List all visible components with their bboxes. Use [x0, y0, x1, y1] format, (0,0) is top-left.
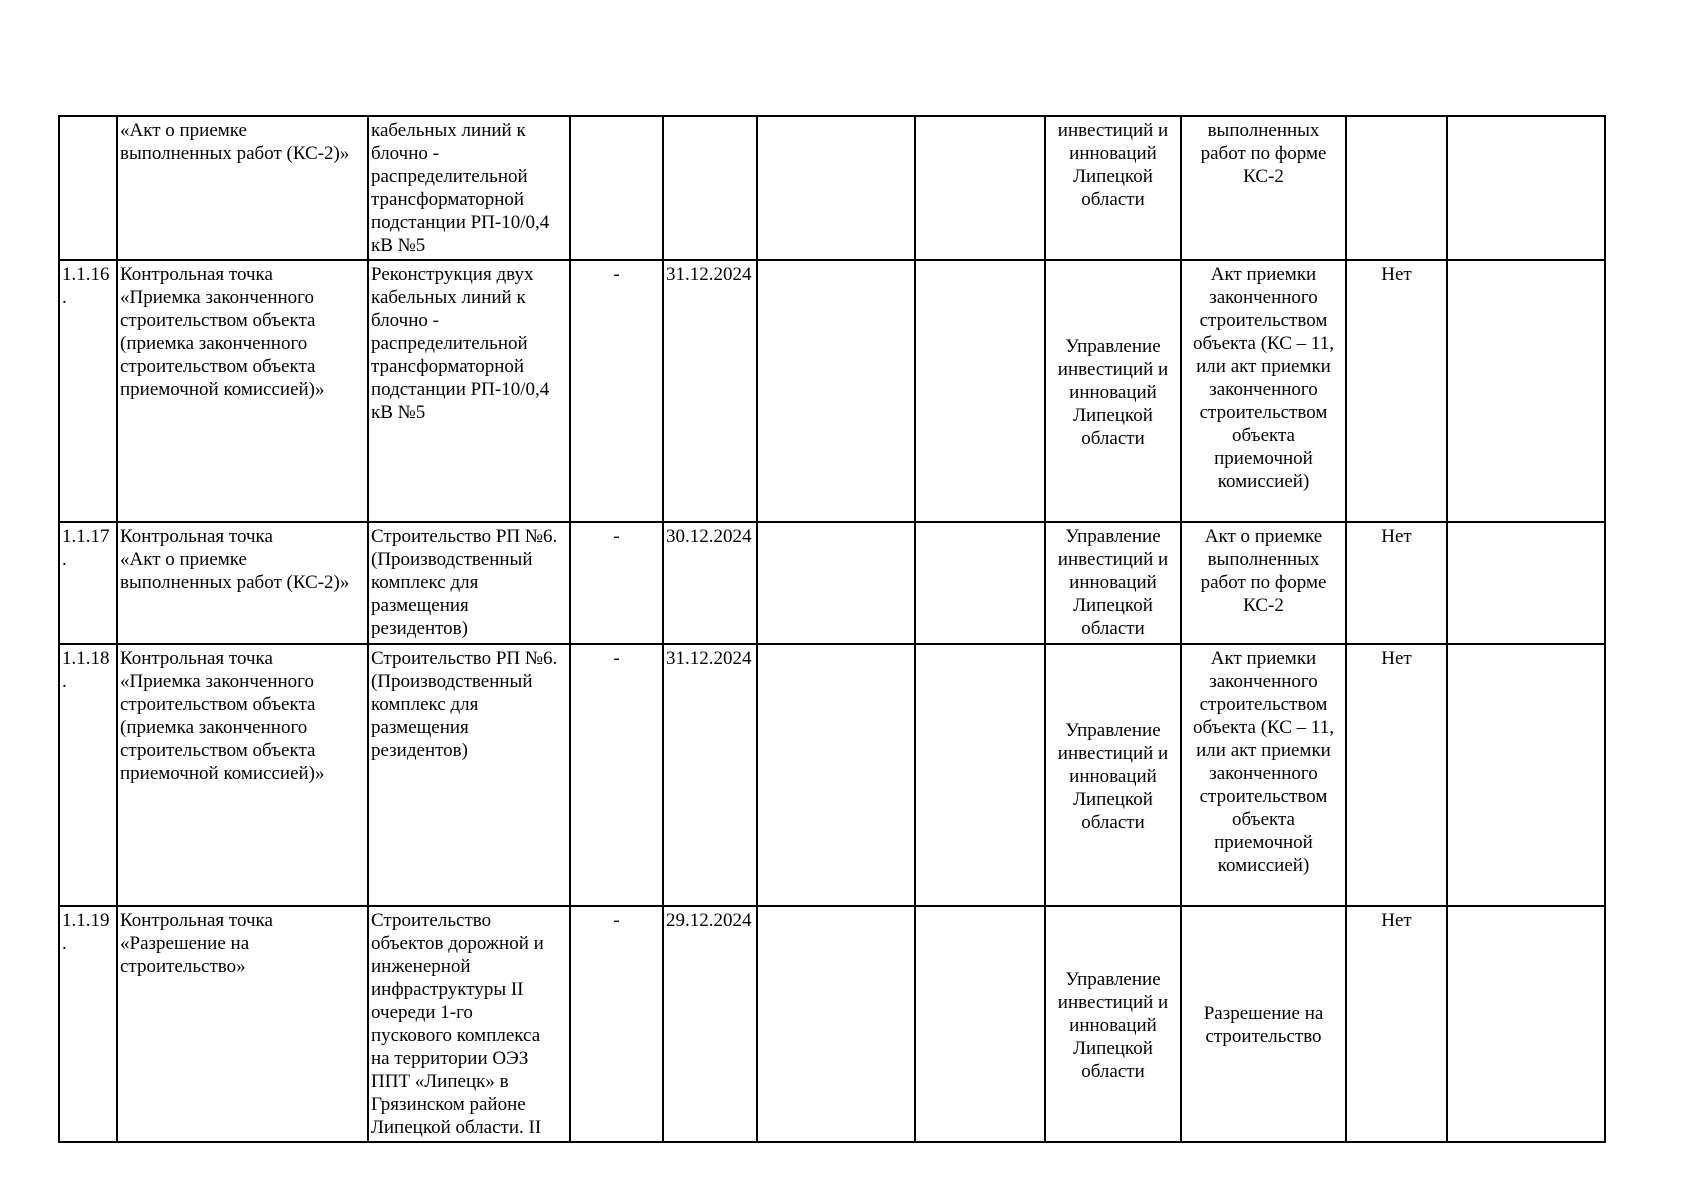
empty-cell: [915, 260, 1045, 522]
flag-cell: Нет: [1346, 522, 1447, 644]
object-name: Строительство РП №6. (Производственный комплекс для размещения резидентов): [368, 644, 570, 906]
flag-cell: Нет: [1346, 644, 1447, 906]
start-date: -: [570, 644, 663, 906]
empty-cell: [757, 906, 915, 1142]
table-row: [59, 906, 1605, 1142]
flag-cell: [1346, 116, 1447, 260]
start-date: -: [570, 906, 663, 1142]
result-document: Разрешение на строительство: [1181, 906, 1346, 1142]
responsible-org: Управление инвестиций и инноваций Липецкой области: [1045, 522, 1181, 644]
empty-cell: [1447, 260, 1605, 522]
object-name: Реконструкция двух кабельных линий к блочно - распределительной трансформаторной подстанции РП-10/0,4 кВ №5: [368, 260, 570, 522]
table-row: [59, 522, 1605, 644]
start-date: [570, 116, 663, 260]
responsible-org: Управление инвестиций и инноваций Липецкой области: [1045, 644, 1181, 906]
row-number: 1.1.18.: [59, 644, 117, 906]
control-point-name: «Акт о приемке выполненных работ (КС-2)»: [117, 116, 368, 260]
empty-cell: [757, 644, 915, 906]
row-number: 1.1.19.: [59, 906, 117, 1142]
object-name: кабельных линий к блочно - распределительной трансформаторной подстанции РП-10/0,4 кВ №5: [368, 116, 570, 260]
control-point-name: Контрольная точка «Разрешение на строительство»: [117, 906, 368, 1142]
empty-cell: [1447, 116, 1605, 260]
row-number: [59, 116, 117, 260]
table-row: [59, 116, 1605, 260]
empty-cell: [1447, 522, 1605, 644]
empty-cell: [757, 260, 915, 522]
start-date: -: [570, 522, 663, 644]
end-date: 29.12.2024: [663, 906, 757, 1142]
control-point-name: Контрольная точка «Приемка законченного строительством объекта (приемка законченного строительством объекта приемочной комиссией)»: [117, 644, 368, 906]
control-points-table: [58, 115, 1606, 1143]
empty-cell: [1447, 644, 1605, 906]
control-point-name: Контрольная точка «Приемка законченного строительством объекта (приемка законченного строительством объекта приемочной комиссией)»: [117, 260, 368, 522]
empty-cell: [915, 116, 1045, 260]
empty-cell: [915, 906, 1045, 1142]
flag-cell: Нет: [1346, 906, 1447, 1142]
table-row: [59, 644, 1605, 906]
responsible-org: Управление инвестиций и инноваций Липецкой области: [1045, 906, 1181, 1142]
end-date: 31.12.2024: [663, 260, 757, 522]
flag-cell: Нет: [1346, 260, 1447, 522]
responsible-org: Управление инвестиций и инноваций Липецкой области: [1045, 260, 1181, 522]
end-date: [663, 116, 757, 260]
row-number: 1.1.16.: [59, 260, 117, 522]
responsible-org: инвестиций и инноваций Липецкой области: [1045, 116, 1181, 260]
result-document: Акт о приемке выполненных работ по форме КС-2: [1181, 522, 1346, 644]
empty-cell: [1447, 906, 1605, 1142]
result-document: Акт приемки законченного строительством объекта (КС – 11, или акт приемки законченного строительством объекта приемочной комиссией): [1181, 260, 1346, 522]
object-name: Строительство объектов дорожной и инженерной инфраструктуры II очереди 1-го пускового комплекса на территории ОЭЗ ППТ «Липецк» в Грязинском районе Липецкой области. II: [368, 906, 570, 1142]
table-row: [59, 260, 1605, 522]
result-document: выполненных работ по форме КС-2: [1181, 116, 1346, 260]
start-date: -: [570, 260, 663, 522]
result-document: Акт приемки законченного строительством объекта (КС – 11, или акт приемки законченного строительством объекта приемочной комиссией): [1181, 644, 1346, 906]
control-point-name: Контрольная точка «Акт о приемке выполненных работ (КС-2)»: [117, 522, 368, 644]
empty-cell: [915, 644, 1045, 906]
empty-cell: [757, 522, 915, 644]
empty-cell: [757, 116, 915, 260]
end-date: 30.12.2024: [663, 522, 757, 644]
end-date: 31.12.2024: [663, 644, 757, 906]
row-number: 1.1.17.: [59, 522, 117, 644]
empty-cell: [915, 522, 1045, 644]
object-name: Строительство РП №6. (Производственный комплекс для размещения резидентов): [368, 522, 570, 644]
